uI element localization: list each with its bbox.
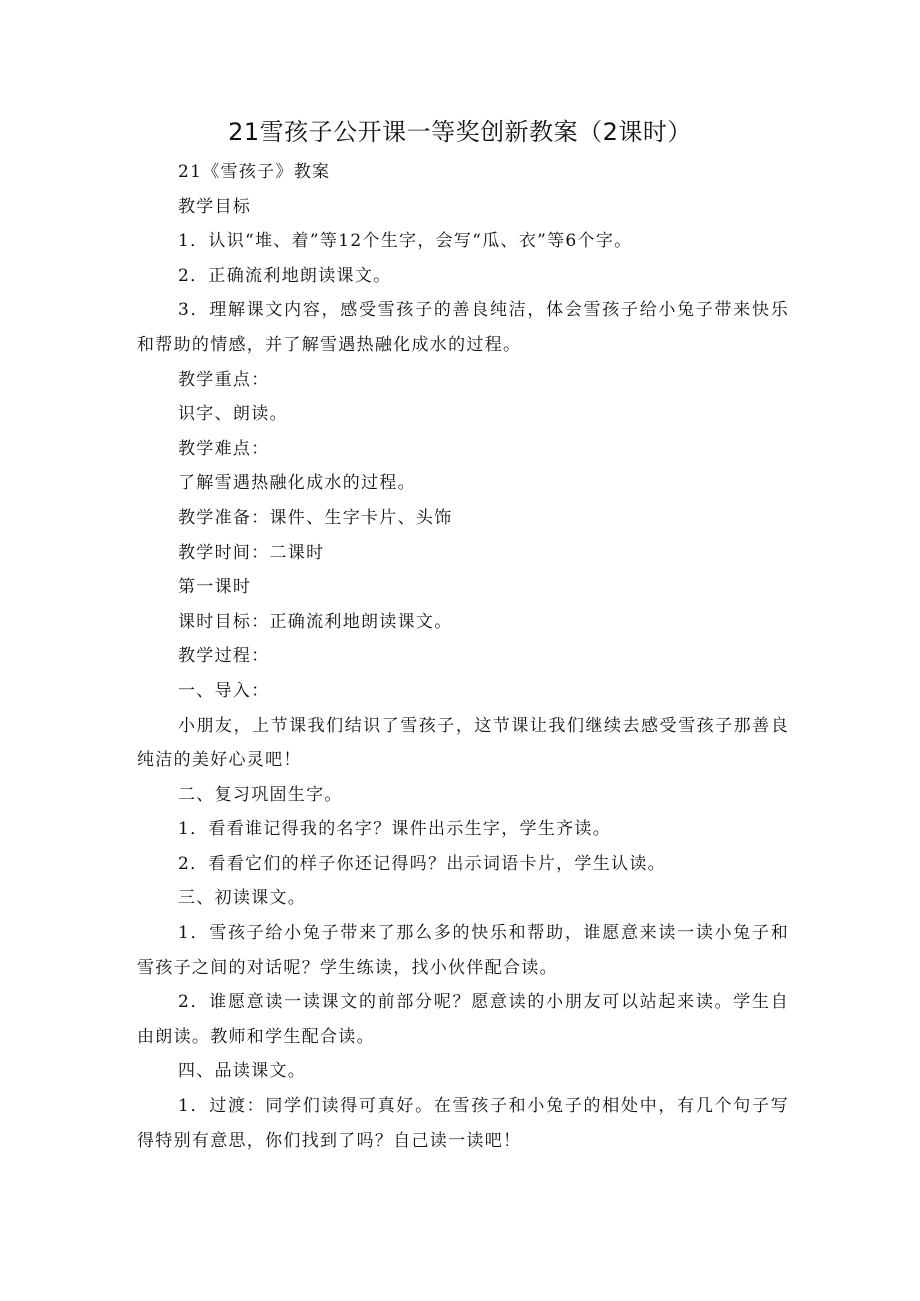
paragraph: 一、导入：: [178, 680, 270, 701]
paragraph: 教学难点：: [178, 438, 270, 459]
paragraph: 教学目标: [178, 196, 252, 217]
paragraph: 二、复习巩固生字。: [178, 784, 343, 805]
paragraph: 1．认识“堆、着”等12个生字，会写“瓜、衣”等6个字。: [178, 231, 633, 252]
paragraph: 第一课时: [178, 577, 252, 598]
document-title: 21雪孩子公开课一等奖创新教案（2课时）: [228, 118, 692, 146]
paragraph: 识字、朗读。: [178, 404, 288, 425]
paragraph: 2．看看它们的样子你还记得吗？出示词语卡片，学生认读。: [178, 853, 666, 874]
paragraph: 教学时间：二课时: [178, 542, 325, 563]
paragraph: 1．看看谁记得我的名字？课件出示生字，学生齐读。: [178, 819, 612, 840]
paragraph: 小朋友，上节课我们结识了雪孩子，这节课让我们继续去感受雪孩子那善良纯洁的美好心灵吧！: [137, 715, 789, 771]
document-body: [137, 155, 789, 1158]
paragraph: 了解雪遇热融化成水的过程。: [178, 473, 416, 494]
paragraph: 课时目标：正确流利地朗读课文。: [178, 611, 453, 632]
paragraph: 3．理解课文内容，感受雪孩子的善良纯洁，体会雪孩子给小兔子带来快乐和帮助的情感，并了解雪遇热融化成水的过程。: [137, 300, 789, 355]
paragraph: 教学过程：: [178, 646, 270, 667]
paragraph: 21《雪孩子》教案: [178, 162, 331, 182]
paragraph: 1．雪孩子给小兔子带来了那么多的快乐和帮助，谁愿意来读一读小兔子和雪孩子之间的对话呢？学生练读，找小伙伴配合读。: [137, 923, 789, 978]
paragraph: 教学重点：: [178, 369, 270, 390]
paragraph: 三、初读课文。: [178, 888, 307, 909]
paragraph: 2．谁愿意读一读课文的前部分呢？愿意读的小朋友可以站起来读。学生自由朗读。教师和学生配合读。: [137, 992, 789, 1047]
paragraph: 四、品读课文。: [178, 1061, 307, 1082]
paragraph: 教学准备：课件、生字卡片、头饰: [178, 507, 453, 528]
paragraph: 1．过渡：同学们读得可真好。在雪孩子和小兔子的相处中，有几个句子写得特别有意思，你们找到了吗？自己读一读吧！: [137, 1096, 789, 1151]
paragraph: 2．正确流利地朗读课文。: [178, 265, 392, 286]
